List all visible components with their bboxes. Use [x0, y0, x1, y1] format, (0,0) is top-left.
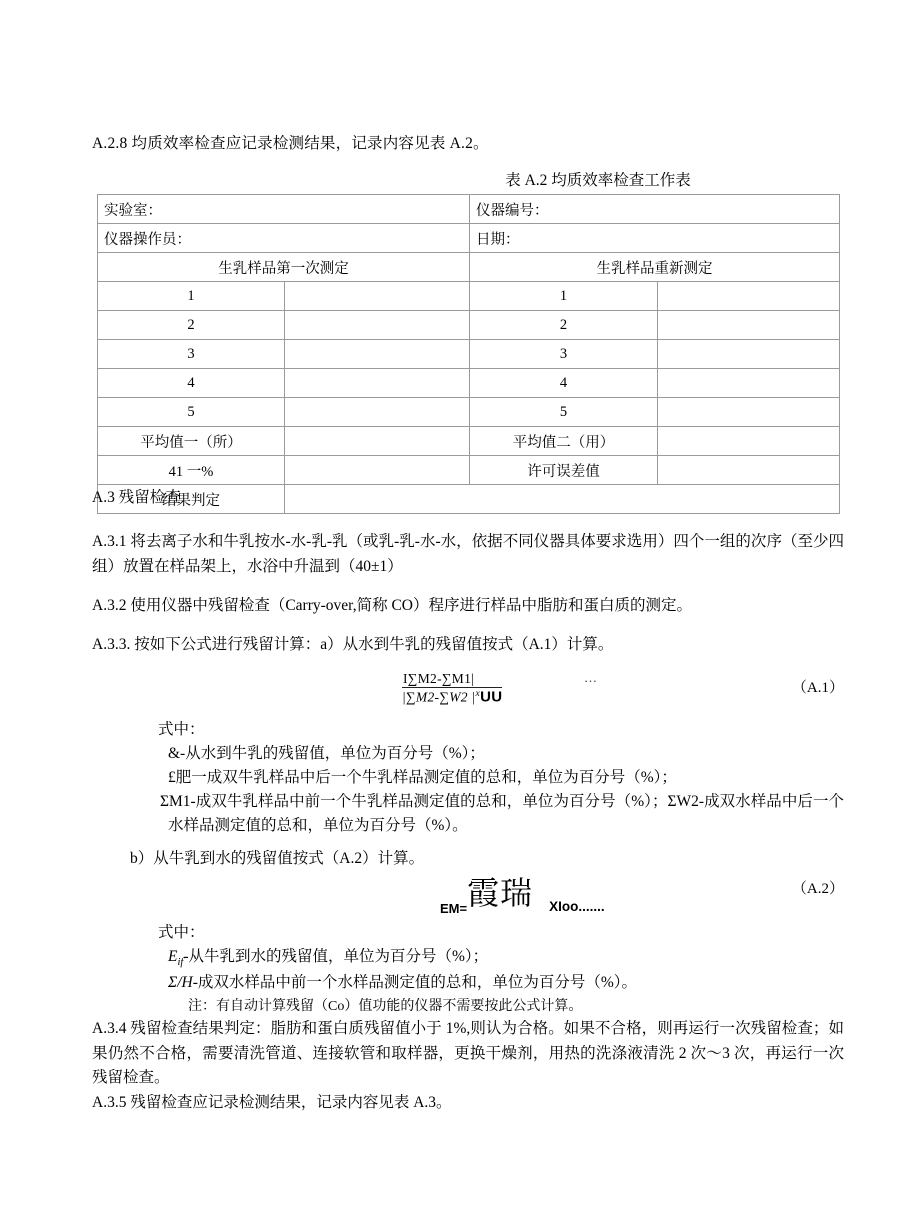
cell-value-blank[interactable]	[285, 456, 470, 485]
formula-a2-glyphs: 霞瑞	[467, 875, 534, 912]
where-item-1-1: &-从水到牛乳的残留值，单位为百分号（%）；	[168, 745, 485, 763]
cell-value-blank[interactable]	[658, 369, 840, 398]
table-row	[98, 456, 840, 485]
cell-index: 1	[98, 282, 285, 311]
where-item-1-2: £肥一成双牛乳样品中后一个牛乳样品测定值的总和，单位为百分号（%）；	[168, 769, 677, 787]
table-row	[98, 427, 840, 456]
worksheet-table-a2	[97, 194, 840, 514]
where-item-2-1-rest: -从牛乳到水的残留值，单位为百分号（%）；	[183, 948, 489, 966]
table-row	[98, 369, 840, 398]
cell-value-blank[interactable]	[285, 427, 470, 456]
cell-index: 1	[470, 282, 658, 311]
table-row	[98, 253, 840, 282]
cell-remeasurement-header: 生乳样品重新测定	[470, 253, 840, 282]
cell-value-blank[interactable]	[285, 311, 470, 340]
where-item-2-1	[92, 945, 844, 971]
cell-first-measurement-header: 生乳样品第一次测定	[98, 253, 470, 282]
section-a3-body	[92, 486, 844, 1115]
worksheet-table-wrapper	[97, 194, 839, 514]
cell-value-blank[interactable]	[285, 369, 470, 398]
formula-a1-row	[92, 672, 844, 718]
cell-result-judgement-label: 结果判定	[98, 485, 285, 514]
table-row	[98, 224, 840, 253]
cell-value-blank[interactable]	[658, 427, 840, 456]
formula-a2-number: （A.2）	[791, 881, 844, 898]
cell-value-blank[interactable]	[658, 340, 840, 369]
cell-value-blank[interactable]	[285, 398, 470, 427]
formula-a1-number: （A.1）	[791, 680, 844, 697]
cell-index: 2	[98, 311, 285, 340]
where-item-1-3: ΣM1-成双牛乳样品中前一个牛乳样品测定值的总和，单位为百分号（%）；ΣW2-成双水样品中后一个水样品测定值的总和，单位为百分号（%）。	[160, 793, 844, 835]
where-item-2-1-var: E	[168, 948, 178, 966]
table-row	[98, 282, 840, 311]
formula-a1-dots: …	[584, 670, 598, 686]
formula-a1-exponent: x	[475, 688, 481, 699]
cell-instrument-no: 仪器编号：	[470, 195, 840, 224]
cell-lab: 实验室：	[98, 195, 470, 224]
cell-value-blank[interactable]	[658, 456, 840, 485]
cell-index: 5	[98, 398, 285, 427]
formula-a1-uu: UU	[480, 688, 503, 706]
paragraph-a-2-8: A.2.8 均质效率检查应记录检测结果，记录内容见表 A.2。	[92, 135, 489, 152]
formula-a1-denominator	[402, 688, 502, 706]
paragraph-a-3-5: A.3.5 残留检查应记录检测结果，记录内容见表 A.3。	[92, 1093, 452, 1111]
cell-date: 日期：	[470, 224, 840, 253]
cell-value-blank[interactable]	[285, 340, 470, 369]
paragraph-a-3-1: A.3.1 将去离子水和牛乳按水-水-乳-乳（或乳-乳-水-水，依据不同仪器具体要求选用）四个一组的次序（至少四组）放置在样品架上，水浴中升温到（40±1）	[92, 533, 844, 575]
cell-index: 3	[470, 340, 658, 369]
cell-index: 3	[98, 340, 285, 369]
formula-a1	[402, 672, 502, 705]
formula-a1-numerator: I∑M2-∑M1|	[402, 672, 502, 688]
paragraph-a-3-4: A.3.4 残留检查结果判定：脂肪和蛋白质残留值小于 1%,则认为合格。如果不合格，则再运行一次残留检查；如果仍然不合格，需要清洗管道、连接软管和取样器，更换干燥剂，用热的洗涤液清洗 2 次～3 次，再运行一次残留检查。	[92, 1020, 844, 1087]
cell-average-two: 平均值二（用）	[470, 427, 658, 456]
formula-a2-tail: XIoo.......	[549, 899, 605, 915]
table-row	[98, 195, 840, 224]
where-label-2: 式中：	[158, 924, 205, 942]
cell-value-blank[interactable]	[285, 282, 470, 311]
table-row	[98, 340, 840, 369]
cell-index: 4	[470, 369, 658, 398]
paragraph-b-item: b）从牛乳到水的残留值按式（A.2）计算。	[130, 850, 425, 868]
where-item-2-2	[92, 971, 844, 995]
formula-note: 注：有自动计算残留（Co）值功能的仪器不需要按此公式计算。	[188, 998, 583, 1014]
paragraph-a-3-3: A.3.3. 按如下公式进行残留计算：a）从水到牛乳的残留值按式（A.1）计算。	[92, 636, 614, 653]
formula-a2-row	[92, 871, 844, 921]
cell-allowed-error: 许可误差值	[470, 456, 658, 485]
cell-value-blank[interactable]	[658, 311, 840, 340]
cell-operator: 仪器操作员：	[98, 224, 470, 253]
formula-a2-prefix: EM=	[440, 901, 468, 917]
where-item-2-2-var: Σ/H	[168, 974, 193, 992]
where-label-1: 式中：	[158, 721, 205, 739]
cell-difference-percent: 41 一%	[98, 456, 285, 485]
cell-value-blank[interactable]	[658, 398, 840, 427]
paragraph-a-3-2: A.3.2 使用仪器中残留检查（Carry-over,简称 CO）程序进行样品中脂肪和蛋白质的测定。	[92, 596, 692, 614]
table-caption-a2: 表 A.2 均质效率检查工作表	[505, 172, 691, 189]
table-row	[98, 398, 840, 427]
table-row	[98, 311, 840, 340]
formula-a2	[440, 877, 605, 915]
heading-a-3: A.3 残留检查	[92, 489, 181, 506]
cell-index: 4	[98, 369, 285, 398]
cell-value-blank[interactable]	[658, 282, 840, 311]
cell-average-one: 平均值一（所）	[98, 427, 285, 456]
formula-a1-denominator-text: |∑M2-∑W2 |	[402, 689, 476, 705]
cell-index: 5	[470, 398, 658, 427]
cell-index: 2	[470, 311, 658, 340]
where-item-2-2-rest: -成双水样品中前一个水样品测定值的总和，单位为百分号（%）。	[192, 974, 638, 992]
where-item-2-1-sub: if	[177, 957, 184, 969]
